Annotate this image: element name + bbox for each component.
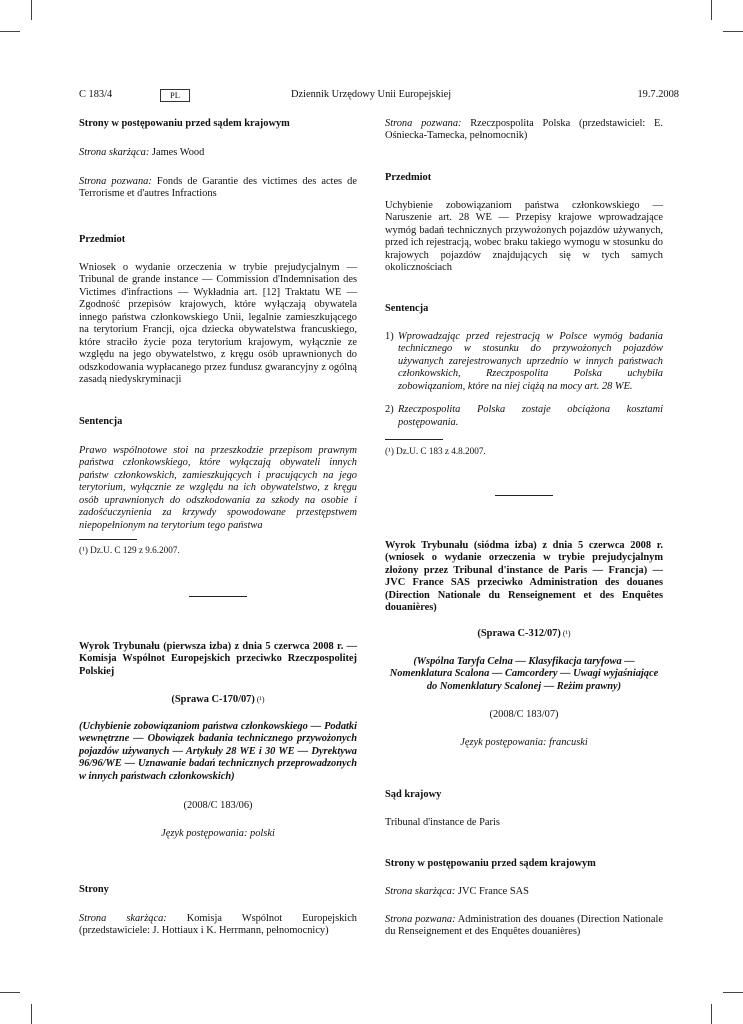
ruling-item-number: 2) <box>385 404 394 416</box>
plaintiff-line <box>385 886 663 898</box>
case-footnote: (¹) <box>560 629 571 638</box>
judgment-title: Wyrok Trybunału (pierwsza izba) z dnia 5 czerwca 2008 r. — Komisja Wspólnot Europejskich przeciwko Rzeczpospolitej Polskiej <box>79 641 357 677</box>
section-heading: Przedmiot <box>385 172 432 183</box>
crop-mark <box>0 992 20 993</box>
case-footnote: (¹) <box>254 695 265 704</box>
section-separator <box>495 495 553 496</box>
plaintiff-value: James Wood <box>149 147 205 158</box>
section-heading: Przedmiot <box>79 234 126 245</box>
court-name: Tribunal d'instance de Paris <box>385 817 500 828</box>
defendant-label: Strona pozwana: <box>79 176 152 187</box>
footnote-rule <box>385 439 443 440</box>
crop-mark <box>31 1004 32 1024</box>
case-keywords: (Wspólna Taryfa Celna — Klasyfikacja taryfowa — Nomenklatura Scalona — Camcordery — Uwagi wyjaśniające do Nomenklatury Scalonej — Reżim prawny) <box>389 656 659 692</box>
crop-mark <box>711 0 712 20</box>
section-heading: Sąd krajowy <box>385 789 442 800</box>
subject-text: Uchybienie zobowiązaniom państwa członkowskiego — Naruszenie art. 28 WE — Przepisy krajowe wprowadzające wymóg badań technicznych przywożonych pojazdów używanych, przed ich rejestracją, wobec braku takiego wymogu w stosunku do krajowych pojazdów znajdujących się w tych samych okolicznościach <box>385 200 663 274</box>
crop-mark <box>31 0 32 20</box>
defendant-label: Strona pozwana: <box>385 914 456 925</box>
footnote <box>79 545 357 556</box>
subject-text: Wniosek o wydanie orzeczenia w trybie prejudycjalnym — Tribunal de grande instance — Commission d'Indemnisation des Victimes d'infractions — Wykładnia art. [12] Traktatu WE — Zgodność przepisów krajowych, które wyłączają obywatela innego państwa członkowskiego Unii, legalnie zamieszkującego na terytorium Francji, ojca dziecka obywatelstwa francuskiego, które straciło życie poza terytorium krajowym, wyłącznie ze względu na jego obywatelstwo, z kręgu osób uprawnionych do odszkodowania wypłacanego przez fundusz gwarancyjny z ogólną zasadą niedyskryminacji <box>79 262 357 386</box>
defendant-value: Rzeczpospolita Polska (przedstawiciel: E. Ośniecka-Tamecka, pełnomocnik) <box>385 118 663 142</box>
procedure-language: Język postępowania: polski <box>161 828 275 839</box>
ruling-item-text: Rzeczpospolita Polska zostaje obciążona kosztami postępowania. <box>398 404 663 428</box>
crop-mark <box>0 31 20 32</box>
plaintiff-label: Strona skarżąca: <box>385 886 456 897</box>
footnote-mark: (¹) <box>79 545 88 555</box>
defendant-line <box>385 118 663 143</box>
crop-mark <box>711 1004 712 1024</box>
section-heading: Sentencja <box>79 416 123 427</box>
plaintiff-label: Strona skarżąca: <box>79 147 150 158</box>
language-badge: PL <box>160 89 190 102</box>
case-number <box>385 628 663 640</box>
journal-title: Dziennik Urzędowy Unii Europejskiej <box>291 89 452 100</box>
crop-mark <box>723 31 743 32</box>
ruling-item <box>385 331 663 393</box>
ruling-list <box>385 331 663 440</box>
plaintiff-value: Komisja Wspólnot Europejskich (przedstawiciele: J. Hottiaux i K. Herrmann, pełnomocnicy) <box>79 913 357 937</box>
page-header <box>79 89 679 103</box>
procedure-language: Język postępowania: francuski <box>460 737 588 748</box>
plaintiff-value: JVC France SAS <box>455 886 529 897</box>
ruling-item-number: 1) <box>385 331 394 342</box>
plaintiff-label: Strona skarżąca: <box>79 913 167 924</box>
footnote-rule <box>79 539 137 540</box>
defendant-label: Strona pozwana: <box>385 118 462 129</box>
footnote <box>385 446 663 457</box>
journal-ref: C 183/4 <box>79 89 113 100</box>
defendant-value: Fonds de Garantie des victimes des actes de Terrorisme et d'autres Infractions <box>79 176 357 200</box>
section-heading: Strony w postępowaniu przed sądem krajowym <box>385 858 596 869</box>
oj-reference: (2008/C 183/06) <box>183 800 253 811</box>
case-label: (Sprawa C-170/07) <box>171 694 255 705</box>
plaintiff-line <box>79 913 357 938</box>
judgment-title: Wyrok Trybunału (siódma izba) z dnia 5 czerwca 2008 r. (wniosek o wydanie orzeczenia w trybie prejudycjalnym złożony przez Tribunal d'instance de Paris — Francja) — JVC France SAS przeciwko Administration des douanes (Direction Nationale du Renseignement et des Enquêtes douanières) <box>385 540 663 614</box>
defendant-line <box>79 176 357 201</box>
footnote-text: Dz.U. C 129 z 9.6.2007. <box>87 545 180 555</box>
crop-mark <box>723 992 743 993</box>
plaintiff-line <box>79 147 357 159</box>
case-number <box>79 694 357 706</box>
defendant-value: Administration des douanes (Direction Nationale du Renseignement et des Enquêtes douanières) <box>385 914 663 938</box>
ruling-item <box>385 404 663 429</box>
case-keywords: (Uchybienie zobowiązaniom państwa członkowskiego — Podatki wewnętrzne — Obowiązek badania technicznego przywożonych pojazdów używanych — Artykuły 28 WE i 30 WE — Dyrektywa 96/96/WE — Uznawanie badań technicznych przeprowadzonych w innych państwach członkowskich) <box>79 721 357 782</box>
ruling-text: Prawo wspólnotowe stoi na przeszkodzie przepisom prawnym państwa członkowskiego, które wyłączają obywateli innych państw członkowskich, zamieszkujących i pracujących na jego terytorium, wyłącznie ze względu na ich obywatelstwo, z kręgu osób uprawnionych do odszkodowania za szkody na osobie i zadośćuczynienia za krzywdy spowodowane przestępstwem niepopełnionym na terytorium tego państwa <box>79 445 357 531</box>
ruling-item-text: Wprowadzając przed rejestracją w Polsce wymóg badania technicznego w stosunku do przywożonych pojazdów używanych zarejestrowanych uprzednio w innych państwach członkowskich, Rzeczpospolita Polska uchybiła zobowiązaniom, które na niej ciążą na mocy art. 28 WE. <box>398 331 663 392</box>
section-heading: Strony w postępowaniu przed sądem krajowym <box>79 118 290 129</box>
section-heading: Sentencja <box>385 303 429 314</box>
section-separator <box>189 596 247 597</box>
case-label: (Sprawa C-312/07) <box>477 628 561 639</box>
oj-reference: (2008/C 183/07) <box>489 709 559 720</box>
defendant-line <box>385 914 663 939</box>
section-heading: Strony <box>79 884 109 895</box>
footnote-mark: (¹) <box>385 446 394 456</box>
publication-date: 19.7.2008 <box>637 89 679 100</box>
footnote-text: Dz.U. C 183 z 4.8.2007. <box>393 446 486 456</box>
